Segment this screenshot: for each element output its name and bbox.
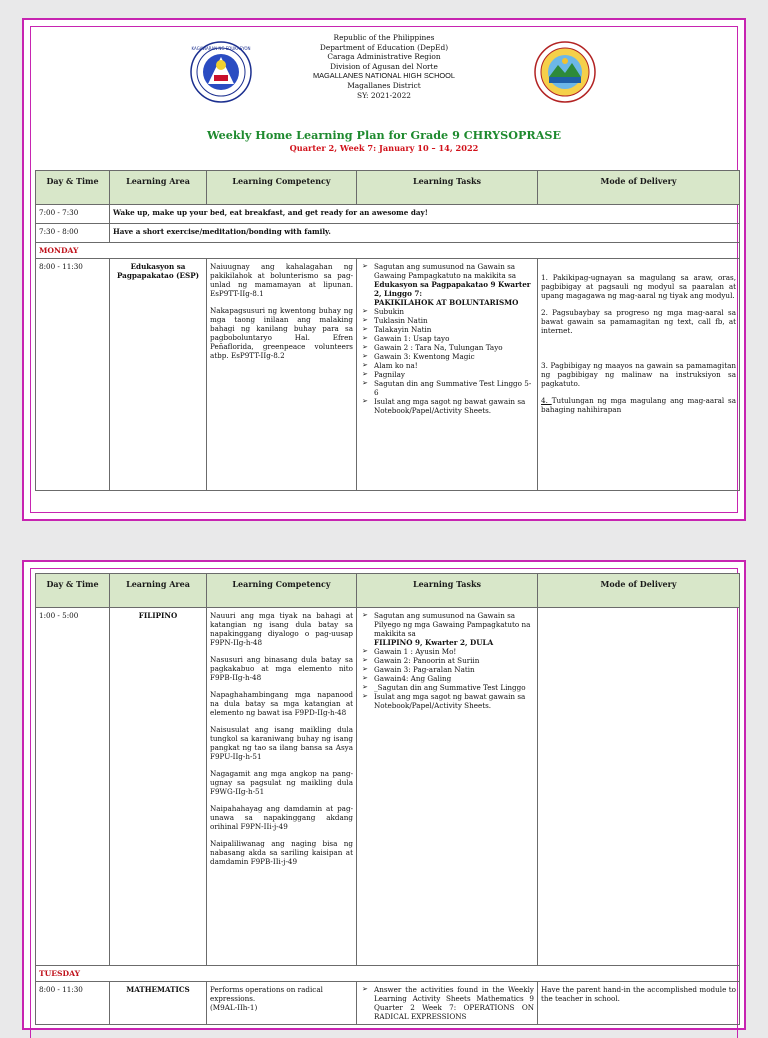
list-item: ➢ Sagutan ang sumusunod na Gawain sa Pilyego ng mga Gawaing Pampagkatuto na makikita sa FILIPINO 9, Kwarter 2, DULA xyxy=(374,611,534,647)
math-tasks xyxy=(357,982,538,1025)
svg-text:KAGAWARAN NG EDUKASYON: KAGAWARAN NG EDUKASYON xyxy=(191,46,251,51)
list-item: ➢ Sagutan ang sumusunod na Gawain sa Gawaing Pampagkatuto na makikita sa Edukasyon sa Pagpapakatao 9 Kwarter 2, Linggo 7: PAKIKILAHOK AT BOLUNTARISMO xyxy=(374,262,534,307)
table-row xyxy=(36,982,740,1025)
fil-comp-4: Naisusulat ang isang maikling dula tungkol sa karaniwang buhay ng isang pangkat ng tao sa ilang bansa sa Asya F9PU-IIg-h-51 xyxy=(210,725,353,761)
row-activity: Have a short exercise/meditation/bonding with family. xyxy=(110,224,740,243)
list-item: ➢ _Sagutan din ang Summative Test Linggo xyxy=(374,683,534,692)
fil-comp-3: Napaghahambingang mga napanood na dula batay sa mga katangian at elemento ng bawat isa F9PD-IIg-h-48 xyxy=(210,690,353,717)
page-1-border xyxy=(30,26,738,513)
col-header-day-time: Day & Time xyxy=(36,171,110,205)
col-header-learning-area: Learning Area xyxy=(110,574,207,608)
fil-task-list xyxy=(360,611,534,710)
list-item: ➢ Pagnilay xyxy=(374,370,534,379)
row-activity: Wake up, make up your bed, eat breakfast, and get ready for an awesome day! xyxy=(110,205,740,224)
list-item: ➢ Talakayin Natin xyxy=(374,325,534,334)
col-header-learning-competency: Learning Competency xyxy=(207,574,357,608)
header-line-2: Department of Education (DepEd) xyxy=(319,42,449,52)
header-line-4: Division of Agusan del Norte xyxy=(330,61,438,71)
math-area: MATHEMATICS xyxy=(110,982,207,1025)
plan-subtitle: Quarter 2, Week 7: January 10 – 14, 2022 xyxy=(289,143,479,153)
esp-time: 8:00 - 11:30 xyxy=(36,259,110,491)
fil-comp-2: Nasusuri ang binasang dula batay sa pagkakabuo at mga elemento nito F9PB-IIg-h-48 xyxy=(210,655,353,682)
fil-comp-5: Nagagamit ang mga angkop na pang-ugnay sa pagsulat ng maikling dula F9WG-IIg-h-51 xyxy=(210,769,353,796)
math-comp-1: Performs operations on radical expressions. xyxy=(210,985,323,1003)
school-name: MAGALLANES NATIONAL HIGH SCHOOL xyxy=(312,71,456,81)
math-time: 8:00 - 11:30 xyxy=(36,982,110,1025)
row-time: 7:00 - 7:30 xyxy=(36,205,110,224)
esp-comp-1: Naiuugnay ang kahalagahan ng pakikilahok at bolunterismo sa pag-unlad ng mamamayan at lipunan. EsP9TT-IIg-8.1 xyxy=(210,262,353,298)
plan-title: Weekly Home Learning Plan for Grade 9 CHRYSOPRASE xyxy=(207,128,561,142)
esp-mode-4: 4. Tutulungan ng mga magulang ang mag-aaral sa bahaging nahihirapan xyxy=(541,396,736,414)
table-row xyxy=(36,608,740,966)
row-time: 7:30 - 8:00 xyxy=(36,224,110,243)
plan-table-1 xyxy=(35,170,740,491)
day-label-tuesday: TUESDAY xyxy=(36,966,740,982)
math-comp-1b: (M9AL-IIh-1) xyxy=(210,1003,258,1012)
header-line-6: Magallanes District xyxy=(347,80,421,90)
col-header-day-time: Day & Time xyxy=(36,574,110,608)
math-task-list xyxy=(360,985,534,1021)
fil-competency xyxy=(207,608,357,966)
list-item: ➢ Isulat ang mga sagot ng bawat gawain sa Notebook/Papel/Activity Sheets. xyxy=(374,397,534,415)
table-header-row xyxy=(36,574,740,608)
col-header-learning-competency: Learning Competency xyxy=(207,171,357,205)
list-item: ➢ Alam ko na! xyxy=(374,361,534,370)
esp-area: Edukasyon sa Pagpapakatao (ESP) xyxy=(110,259,207,491)
list-item: ➢ Gawain 3: Kwentong Magic xyxy=(374,352,534,361)
col-header-learning-tasks: Learning Tasks xyxy=(357,574,538,608)
esp-mode xyxy=(538,259,740,491)
page-2 xyxy=(22,560,746,1030)
esp-task-list xyxy=(360,262,534,415)
day-label-monday: MONDAY xyxy=(36,243,740,259)
list-item: ➢ Gawain 2: Panoorin at Suriin xyxy=(374,656,534,665)
letterhead xyxy=(31,33,737,100)
list-item: ➢ Gawain 2 : Tara Na, Tulungan Tayo xyxy=(374,343,534,352)
list-item: ➢ Answer the activities found in the Weekly Learning Activity Sheets Mathematics 9 Quarter 2 Week 7: OPERATIONS ON RADICAL EXPRESSIONS xyxy=(374,985,534,1021)
fil-comp-7: Naipaliliwanag ang naging bisa ng nabasang akda sa sariling kaisipan at damdamin F9PB-IIi-j-49 xyxy=(210,839,353,866)
list-item: ➢ Subukin xyxy=(374,307,534,316)
day-label-row xyxy=(36,966,740,982)
list-item: ➢ Gawain 3: Pag-aralan Natin xyxy=(374,665,534,674)
page-2-border xyxy=(30,568,738,1038)
list-item: ➢ Tuklasin Natin xyxy=(374,316,534,325)
header-line-1: Republic of the Philippines xyxy=(333,33,435,42)
math-competency xyxy=(207,982,357,1025)
list-item: ➢ Gawain 1 : Ayusin Mo! xyxy=(374,647,534,656)
esp-mode-3: 3. Pagbibigay ng maayos na gawain sa pamamagitan ng pagbibigay ng malinaw na instruksiyon sa pagkatuto. xyxy=(541,361,736,388)
table-row xyxy=(36,259,740,491)
esp-competency xyxy=(207,259,357,491)
list-item: ➢ Isulat ang mga sagot ng bawat gawain sa Notebook/Papel/Activity Sheets. xyxy=(374,692,534,710)
col-header-mode-of-delivery: Mode of Delivery xyxy=(538,574,740,608)
table-header-row xyxy=(36,171,740,205)
table-row xyxy=(36,205,740,224)
fil-comp-6: Naipahahayag ang damdamin at pag-unawa sa napakinggang akdang orihinal F9PN-IIi-j-49 xyxy=(210,804,353,831)
col-header-learning-tasks: Learning Tasks xyxy=(357,171,538,205)
fil-tasks xyxy=(357,608,538,966)
esp-mode-1: 1. Pakikipag-ugnayan sa magulang sa araw, oras, pagbibigay at pagsauli ng modyul sa paaralan at upang magagawa ng mag-aaral ng tiyak ang modyul. xyxy=(541,273,736,300)
header-line-7: SY: 2021-2022 xyxy=(357,90,411,100)
esp-tasks xyxy=(357,259,538,491)
fil-time: 1:00 - 5:00 xyxy=(36,608,110,966)
esp-comp-2: Nakapagsusuri ng kwentong buhay ng mga taong inilaan ang malaking bahagi ng kanilang buhay para sa pagboboluntaryo Hal. Efren Peñaflorida, greenpeace volunteers atbp. EsP9TT-IIg-8.2 xyxy=(210,306,353,360)
list-item: ➢ Gawain4: Ang Galing xyxy=(374,674,534,683)
fil-comp-1: Nauuri ang mga tiyak na bahagi at katangian ng isang dula batay sa napakinggang diyalogo o pag-uusap F9PN-IIg-h-48 xyxy=(210,611,353,647)
math-mode: Have the parent hand-in the accomplished module to the teacher in school. xyxy=(538,982,740,1025)
list-item: ➢ Gawain 1: Usap tayo xyxy=(374,334,534,343)
plan-table-2 xyxy=(35,573,740,1025)
day-label-row xyxy=(36,243,740,259)
fil-mode xyxy=(538,608,740,966)
page-1 xyxy=(22,18,746,521)
list-item: ➢ Sagutan din ang Summative Test Linggo 5-6 xyxy=(374,379,534,397)
col-header-mode-of-delivery: Mode of Delivery xyxy=(538,171,740,205)
col-header-learning-area: Learning Area xyxy=(110,171,207,205)
esp-mode-2: 2. Pagsubaybay sa progreso ng mga mag-aaral sa bawat gawain sa pamamagitan ng text, call fb, at internet. xyxy=(541,308,736,335)
header-line-3: Caraga Administrative Region xyxy=(327,52,441,62)
fil-area: FILIPINO xyxy=(110,608,207,966)
table-row xyxy=(36,224,740,243)
